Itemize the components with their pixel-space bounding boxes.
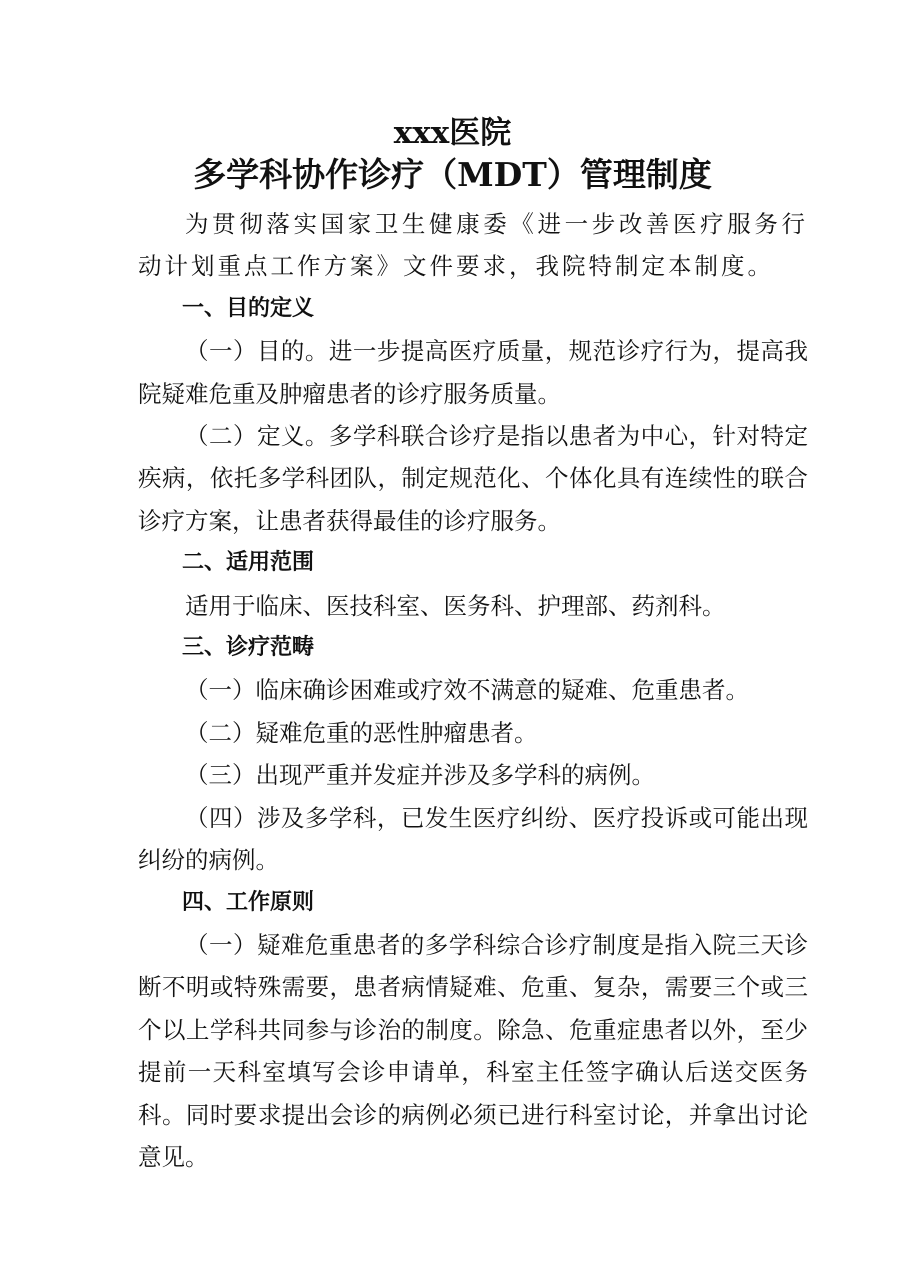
paragraph-principle-1: （一）疑难危重患者的多学科综合诊疗制度是指入院三天诊断不明或特殊需要，患者病情疑难、危重、复杂，需要三个或三个以上学科共同参与诊治的制度。除急、危重症患者以外，至少提前一天科室填写会诊申请单，科室主任签字确认后送交医务科。同时要求提出会诊的病例必须已进行科室讨论，并拿出讨论意见。 xyxy=(138,930,808,1171)
paragraph-definition: （二）定义。多学科联合诊疗是指以患者为中心，针对特定疾病，依托多学科团队，制定规范化、个体化具有连续性的联合诊疗方案，让患者获得最佳的诊疗服务。 xyxy=(138,422,808,535)
paragraph-scope: 适用于临床、医技科室、医务科、护理部、药剂科。 xyxy=(185,591,726,620)
document-title-policy: 多学科协作诊疗（MDT）管理制度 xyxy=(193,155,712,194)
document-body xyxy=(138,203,808,1178)
section-heading-category: 三、诊疗范畴 xyxy=(182,635,315,661)
paragraph-category-3: （三）出现严重并发症并涉及多学科的病例。 xyxy=(185,761,655,790)
section-heading-purpose: 一、目的定义 xyxy=(182,295,315,321)
document-title-hospital: xxx医院 xyxy=(393,115,512,151)
intro-paragraph: 为贯彻落实国家卫生健康委《进一步改善医疗服务行动计划重点工作方案》文件要求，我院特制定本制度。 xyxy=(138,210,808,281)
paragraph-category-1: （一）临床确诊困难或疗效不满意的疑难、危重患者。 xyxy=(185,676,749,705)
section-heading-principles: 四、工作原则 xyxy=(182,889,315,915)
paragraph-category-4: （四）涉及多学科，已发生医疗纠纷、医疗投诉或可能出现纠纷的病例。 xyxy=(138,803,808,875)
paragraph-category-2: （二）疑难危重的恶性肿瘤患者。 xyxy=(185,718,538,747)
section-heading-scope: 二、适用范围 xyxy=(182,550,315,576)
paragraph-purpose: （一）目的。进一步提高医疗质量，规范诊疗行为，提高我院疑难危重及肿瘤患者的诊疗服务质量。 xyxy=(138,337,808,408)
